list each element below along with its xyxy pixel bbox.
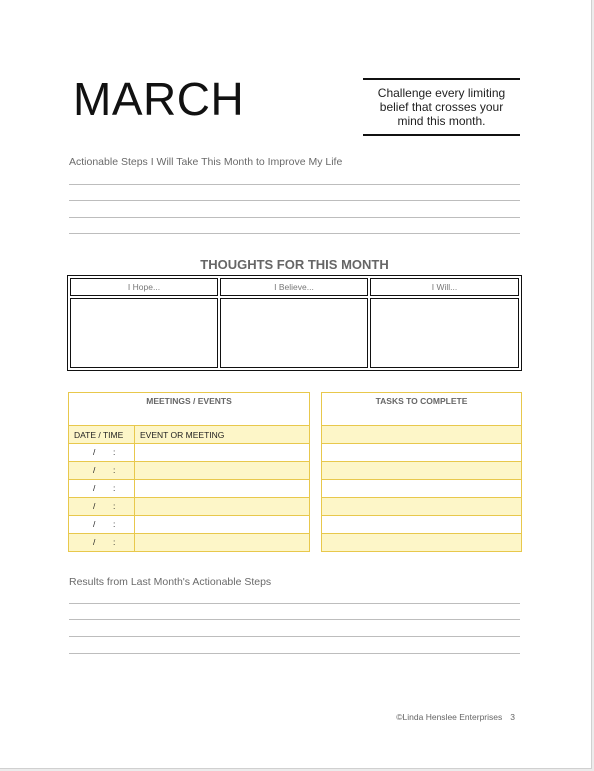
date-time-header: DATE / TIME [74,430,124,440]
event-cell[interactable] [135,498,309,515]
meeting-row[interactable] [69,497,309,515]
date-cell[interactable]: / : [69,480,135,497]
thoughts-title: THOUGHTS FOR THIS MONTH [200,257,389,272]
date-cell[interactable]: / : [69,462,135,479]
writing-line[interactable] [69,217,520,218]
footer [396,712,515,722]
hope-box[interactable] [70,298,218,368]
writing-line[interactable] [69,233,520,234]
meetings-table [68,392,310,552]
writing-line[interactable] [69,619,520,620]
meeting-row[interactable] [69,461,309,479]
event-cell[interactable] [135,480,309,497]
date-cell[interactable]: / : [69,534,135,551]
hope-header: I Hope... [70,278,218,296]
event-header: EVENT OR MEETING [140,430,225,440]
will-header: I Will... [370,278,519,296]
tasks-table [321,392,522,552]
page-number: 3 [510,712,515,722]
month-title: MARCH [73,73,245,125]
believe-header: I Believe... [220,278,368,296]
date-cell[interactable]: / : [69,498,135,515]
task-row[interactable] [322,497,521,515]
date-cell[interactable]: / : [69,444,135,461]
writing-line[interactable] [69,653,520,654]
meetings-title: MEETINGS / EVENTS [146,396,232,406]
meeting-row[interactable] [69,443,309,461]
task-row[interactable] [322,425,521,443]
task-row[interactable] [322,479,521,497]
tasks-title: TASKS TO COMPLETE [375,396,468,406]
meetings-header-row [69,425,309,443]
task-row[interactable] [322,461,521,479]
event-cell[interactable] [135,462,309,479]
event-cell[interactable] [135,516,309,533]
writing-line[interactable] [69,636,520,637]
meeting-row[interactable] [69,515,309,533]
task-row[interactable] [322,515,521,533]
writing-line[interactable] [69,200,520,201]
event-cell[interactable] [135,444,309,461]
event-cell[interactable] [135,534,309,551]
results-label: Results from Last Month's Actionable Steps [69,576,272,588]
meeting-row[interactable] [69,479,309,497]
believe-box[interactable] [220,298,368,368]
meeting-row[interactable] [69,533,309,551]
thoughts-table [67,275,522,371]
copyright-text: ©Linda Henslee Enterprises [396,712,503,722]
task-row[interactable] [322,443,521,461]
writing-line[interactable] [69,603,520,604]
writing-line[interactable] [69,184,520,185]
actionable-steps-label: Actionable Steps I Will Take This Month to Improve My Life [69,156,343,168]
challenge-box [363,78,520,136]
will-box[interactable] [370,298,519,368]
date-cell[interactable]: / : [69,516,135,533]
challenge-text: Challenge every limiting belief that crosses your mind this month. [377,86,506,128]
task-row[interactable] [322,533,521,551]
